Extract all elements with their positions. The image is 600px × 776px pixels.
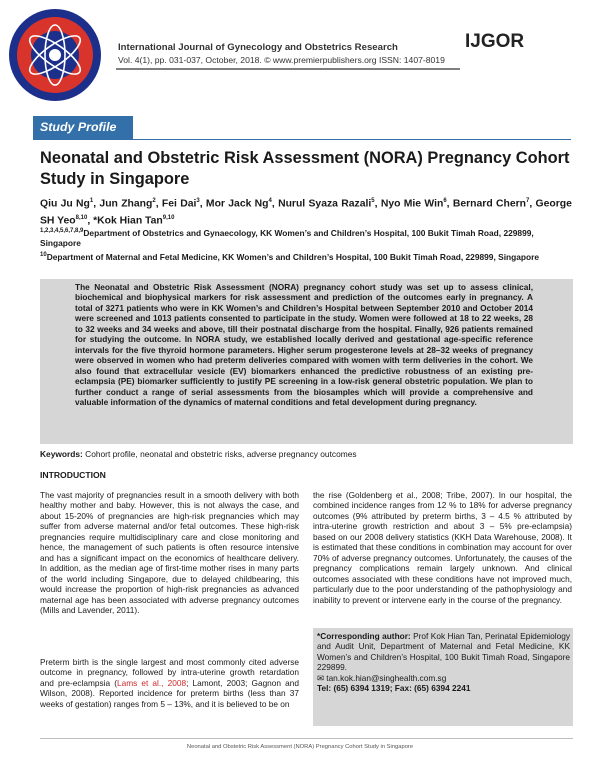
affiliation-2	[40, 250, 572, 262]
body-right-paragraph-1	[313, 490, 572, 605]
header-divider	[116, 68, 460, 70]
affiliation-2-sup: 10	[40, 252, 47, 258]
author-affiliation-sup: 7	[526, 198, 530, 204]
author-name: George SH Yeo	[40, 198, 572, 227]
journal-abbreviation: IJGOR	[465, 31, 525, 52]
fax-value: (65) 6394 2241	[411, 683, 471, 694]
journal-info: Vol. 4(1), pp. 031-037, October, 2018. © www.premierpublishers.org ISSN: 1407-8019	[118, 55, 445, 65]
study-profile-banner: Study Profile	[33, 116, 133, 139]
author-affiliation-sup: 1	[89, 198, 94, 204]
body-left-paragraph-1	[40, 490, 299, 615]
author-affiliation-sup: 8,10	[75, 215, 88, 222]
author-affiliation-sup: 6	[443, 198, 447, 204]
author-affiliation-sup: 5	[371, 198, 375, 204]
author-name: Nurul Syaza Razali	[278, 198, 372, 210]
author-name: Jun Zhang	[99, 198, 153, 210]
footer-divider	[40, 738, 573, 739]
author-name: *Kok Hian Tan	[93, 215, 163, 227]
author-affiliation-sup: 3	[196, 198, 200, 204]
tel-value: (65) 6394 1319;	[331, 683, 395, 694]
author-name: Bernard Chern	[452, 198, 527, 210]
affiliation-1	[40, 226, 572, 249]
banner-divider	[33, 139, 571, 140]
body-left-paragraph-2	[40, 657, 299, 709]
author-name: Mor Jack Ng	[205, 198, 269, 210]
author-name: Nyo Mie Win	[380, 198, 444, 210]
intro-heading: INTRODUCTION	[40, 470, 106, 480]
paragraph	[40, 657, 299, 709]
text-run: Preterm birth is the single largest and most commonly cited adverse outcome in pregnancy, followed by intra-uterine growth retardation and pre-eclampsia (	[40, 657, 299, 688]
tel-label: Tel:	[317, 683, 332, 694]
email-icon: ✉	[317, 672, 327, 683]
corresponding-author	[317, 631, 570, 694]
paragraph: the rise (Goldenberg et al., 2008; Tribe, 2007). In our hospital, the combined incidence ranges from 12 % to 18% for adverse pregnancy outcomes (9% attributed by preterm births, 3 – 4.5 % attributed by intra-uterine growth restriction and about 3 – 5% pre-eclampsia) based on our 2008 delivery statistics (KKH Data Warehouse, 2008). It is estimated that these conditions in combination may account for over 70% of adverse pregnancy outcomes. Unfortunately, the causes of the pregnancy complications remain largely unknown. And clinical outcomes associated with these conditions have not improved much, particularly due to the poor understanding of the pathophysiology and inability to prevent or intervene early in the course of the pregnancy.	[313, 490, 572, 605]
author-name: Fei Dai	[161, 198, 197, 210]
paper-title: Neonatal and Obstetric Risk Assessment (NORA) Pregnancy Cohort Study in Singapore	[40, 149, 570, 188]
journal-title: International Journal of Gynecology and Obstetrics Research	[118, 42, 398, 53]
keywords-text: Cohort profile, neonatal and obstetric risks, adverse pregnancy outcomes	[82, 449, 357, 459]
keywords-label: Keywords:	[40, 449, 83, 459]
author-list: Qiu Ju Ng$^1$, Jun Zhang$^2$, Fei Dai$^3$, Mor Jack Ng$^4$, Nurul Syaza Razali$^5$, Nyo Mie Win$^6$, Bernard Chern$^7$, George SH Yeo$^{8,10}$, *Kok Hian Tan$^{9,10}$	[40, 198, 572, 227]
author-name: Qiu Ju Ng	[40, 198, 90, 210]
citation-link[interactable]: Lams et al., 2008	[116, 677, 187, 688]
keywords	[40, 449, 573, 460]
corresponding-email[interactable]: tan.kok.hian@singhealth.com.sg	[326, 672, 447, 683]
text-run: ; Lamont, 2003; Gagnon and Wilson, 2008). Reported incidence for preterm births (less than 37 weeks of gestation) ranges from 5 – 13%, and it is believed to be on	[40, 677, 299, 709]
paragraph: The vast majority of pregnancies result in a smooth delivery with both healthy mother and baby. However, this is not always the case, and about 15-20% of pregnancies are high-risk pregnancies which may suffer from adverse maternal and/or fetal outcomes. These high-risk pregnancies require multidisciplinary care and close monitoring and hence, the management of such patients is often resource intensive and has a significant impact on the economics of healthcare delivery. In addition, as the median age of first-time mother rises in many parts of the world including Singapore, due to delayed childbearing, this would increase the proportion of high-risk pregnancies as advanced maternal age has been associated with adverse pregnancy outcomes (Mills and Lavender, 2011).	[40, 490, 299, 615]
abstract-text: The Neonatal and Obstetric Risk Assessment (NORA) pregnancy cohort study was set up to assess clinical, biochemical and biophysical markers for risk assessment and prediction of the outcomes early in pregnancy. A total of 3271 patients who were in KK Women’s and Children’s Hospital between September 2010 and October 2014 were screened and 1013 patients consented to participate in the study. Women were followed at 18 to 22 weeks, 28 to 32 weeks and 34 weeks and above, till their postnatal discharge from the hospital. Finally, 926 patients remained for studying the outcome. In NORA study, we established locally derived and gestational age-specific reference intervals for the five thyroid hormone parameters. Higher serum progesterone levels at 28–32 weeks of pregnancy were observed in women who had preterm deliveries compared with women with term deliveries in the cohort. We also found that extracellular vesicle (EV) biomarkers enhanced the predictive robustness of an existing pre-eclampsia (PE) biomarker sufficiently to justify PE screening in a low-risk general obstetric population. We plan to further conduct a range of serial assessments from the biosamples which will provide a comprehensive and valuable information of the dynamics of maternal conditions and fetal development during pregnancy.	[75, 282, 533, 407]
author-affiliation-sup: 4	[268, 198, 272, 204]
fax-label: Fax:	[394, 683, 412, 694]
publisher-logo	[6, 6, 104, 104]
author-affiliation-sup: 9,10	[162, 215, 175, 222]
affiliation-1-sup: 1,2,3,4,5,6,7,8,9	[40, 228, 84, 234]
corresponding-text: Prof Kok Hian Tan, Perinatal Epidemiology and Audit Unit, Department of Maternal and Fetal Medicine, KK Women’s and Children’s Hospital, 100 Bukit Timah Road, Singapore 229899.	[317, 631, 570, 673]
affiliation-1-text: Department of Obstetrics and Gynaecology, KK Women’s and Children’s Hospital, 100 Bukit Timah Road, 229899, Singapore	[40, 227, 534, 249]
page-footer: Neonatal and Obstetric Risk Assessment (NORA) Pregnancy Cohort Study in Singapore	[186, 744, 414, 750]
corresponding-label: *Corresponding author:	[317, 631, 411, 641]
affiliation-2-text: Department of Maternal and Fetal Medicine, KK Women’s and Children’s Hospital, 100 Bukit Timah Road, 229899, Singapore	[46, 251, 540, 262]
author-affiliation-sup: 2	[152, 198, 156, 204]
